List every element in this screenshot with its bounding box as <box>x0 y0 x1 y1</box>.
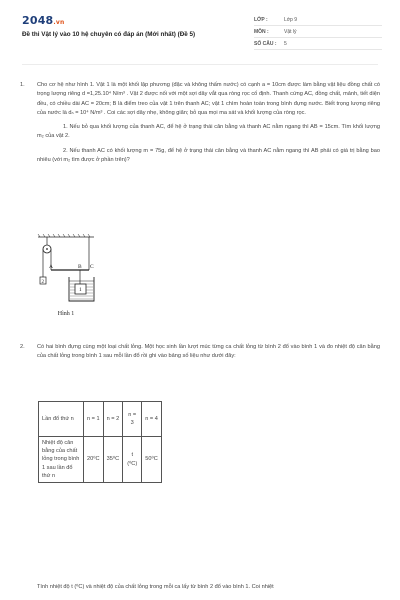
table-header-cell: n = 3 <box>123 402 142 437</box>
question-part-2: 2. Nếu thanh AC có khối lượng m = 75g, để hệ ở trạng thái cân bằng và thanh AC nằm ngang thì AB phải có giá trị bằng bao nhiêu (với m₂ tìm được ở phần trên)? <box>37 147 380 164</box>
logo-main: 2048 <box>22 14 54 27</box>
data-table <box>38 401 162 483</box>
figure-1 <box>36 231 96 319</box>
logo-suffix: .vn <box>53 19 65 26</box>
meta-value: Lớp 9 <box>284 16 298 23</box>
question-2 <box>20 343 380 362</box>
label-c: C <box>90 264 94 270</box>
table-row-label: Nhiệt độ cân bằng của chất lỏng trong bình 1 sau lần đổ thứ n <box>39 437 84 483</box>
meta-row-class <box>254 14 382 26</box>
question-intro: Cho cơ hệ như hình 1. Vật 1 là một khối lập phương (đặc và không thấm nước) có cạnh a = 10cm được làm bằng vật liệu đồng chất có trọng lượng riêng d =1,25.10⁴ N/m³ . Vật 2 được nối với một sợi dây vắt qua ròng rọc cố định. Thanh cứng AC, đồng chất, mảnh, tiết diện đều, có chiều dài AC = 20cm; B là điểm treo của vật 1 trên thanh AC; vật 1 chìm hoàn toàn trong bình đựng nước. Biết trọng lượng riêng của nước là dₙ = 10⁴ N/m³ . Coi các sợi dây nhẹ, không giãn; bỏ qua mọi ma sát và khối lượng của ròng rọc. <box>37 82 380 116</box>
question-number: 1. <box>20 82 25 88</box>
document-title: Đề thi Vật lý vào 10 hệ chuyên có đáp án (Mới nhất) (Đề 5) <box>22 31 196 38</box>
question-2-tail: Tính nhiệt độ t (⁰C) và nhiệt độ của chất lỏng trong mỗi ca lấy từ bình 2 đổ vào bình 1. Coi nhiệt <box>37 584 274 590</box>
meta-row-question-count <box>254 38 382 50</box>
label-b: B <box>78 264 82 270</box>
header-divider <box>22 64 378 65</box>
label-object-2: 2 <box>41 280 44 285</box>
question-part-1: 1. Nếu bỏ qua khối lượng của thanh AC, để hệ ở trạng thái cân bằng và thanh AC nằm ngang thì AB = 15cm. Tìm khối lượng m₂ của vật 2. <box>37 124 380 140</box>
table-row <box>39 402 162 437</box>
table-row <box>39 437 162 483</box>
question-1 <box>20 81 380 165</box>
meta-key: LỚP : <box>254 16 268 23</box>
question-intro: Có hai bình đựng cùng một loại chất lỏng. Một học sinh lần lượt múc từng ca chất lỏng từ bình 2 đổ vào bình 1 và đo nhiệt độ cân bằng của chất lỏng trong bình 1 sau mỗi lần đổ rồi ghi vào bảng số liệu như dưới đây: <box>37 344 380 360</box>
table-cell: 50⁰C <box>142 437 162 483</box>
table-header-cell: Lần đổ thứ n <box>39 402 84 437</box>
table-header-cell: n = 1 <box>84 402 104 437</box>
table-cell: 20⁰C <box>84 437 104 483</box>
table-header-cell: n = 4 <box>142 402 162 437</box>
table-cell: t (⁰C) <box>123 437 142 483</box>
question-number: 2. <box>20 344 25 350</box>
table-header-cell: n = 2 <box>103 402 123 437</box>
label-a: A <box>49 264 53 270</box>
site-logo[interactable] <box>22 14 64 27</box>
page-header <box>22 14 382 60</box>
table-cell: 35⁰C <box>103 437 123 483</box>
meta-row-subject <box>254 26 382 38</box>
pulley-system-diagram <box>36 231 96 311</box>
meta-value: 5 <box>284 40 287 47</box>
meta-key: MÔN : <box>254 28 269 35</box>
meta-value: Vật lý <box>284 28 297 35</box>
meta-key: SỐ CÂU : <box>254 40 277 47</box>
figure-caption: Hình 1 <box>57 311 75 317</box>
label-object-1: 1 <box>79 287 82 293</box>
meta-box <box>254 14 382 50</box>
